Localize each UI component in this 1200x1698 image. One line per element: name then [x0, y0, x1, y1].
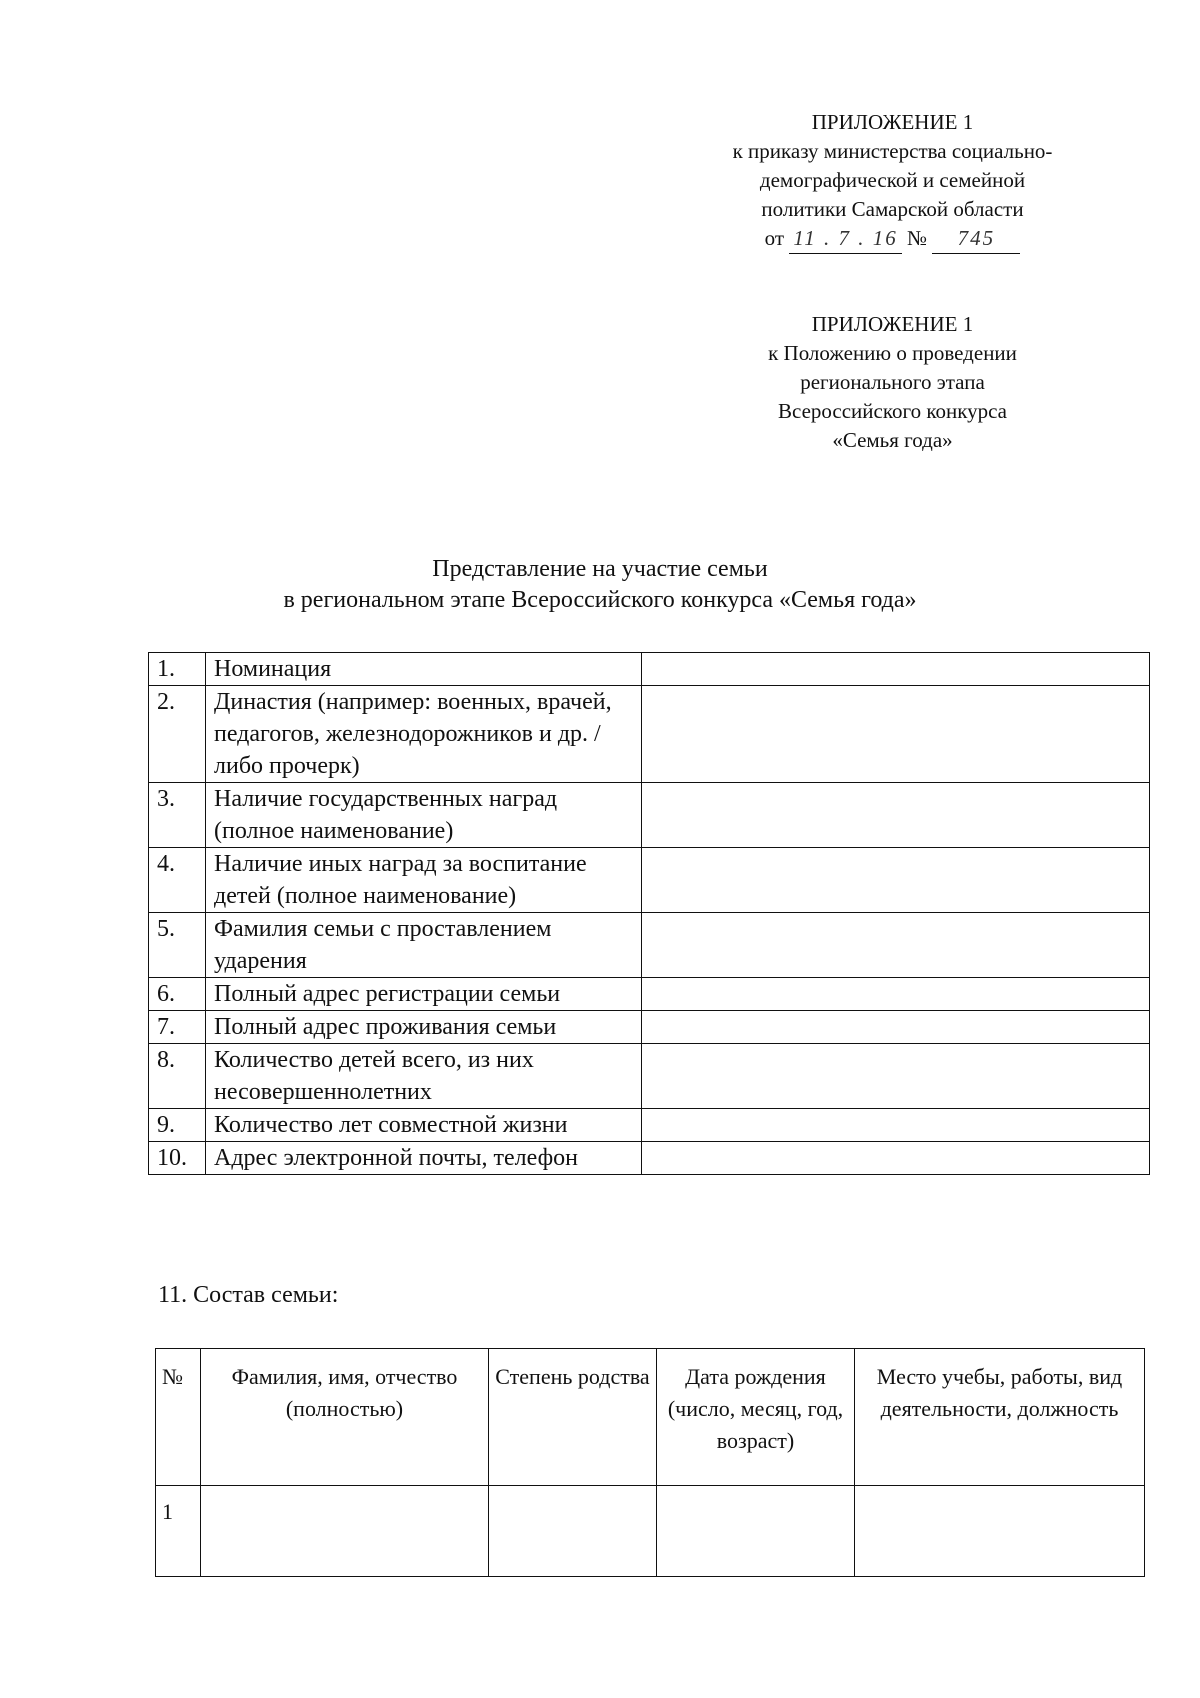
- row-value-field[interactable]: [642, 1011, 1150, 1044]
- row-label: Количество детей всего, из них несовершеннолетних: [206, 1044, 642, 1109]
- appendix-line: политики Самарской области: [761, 197, 1024, 221]
- appendix-header-regulation: [690, 310, 1095, 455]
- family-composition-table: [155, 1348, 1145, 1577]
- col-header-occupation: Место учебы, работы, вид деятельности, должность: [855, 1349, 1145, 1486]
- col-header-full-name: Фамилия, имя, отчество (полностью): [201, 1349, 489, 1486]
- row-label: Наличие государственных наград (полное наименование): [206, 783, 642, 848]
- order-date-line: [690, 224, 1095, 254]
- row-number: 2.: [149, 686, 206, 783]
- family-relation-cell[interactable]: [489, 1486, 657, 1577]
- row-value-field[interactable]: [642, 1109, 1150, 1142]
- appendix-line: к приказу министерства социально-: [732, 139, 1053, 163]
- row-value-field[interactable]: [642, 978, 1150, 1011]
- date-prefix: от: [764, 226, 785, 250]
- col-header-birth-date: Дата рождения (число, месяц, год, возраст): [657, 1349, 855, 1486]
- family-full-name-cell[interactable]: [201, 1486, 489, 1577]
- table-row: [149, 848, 1150, 913]
- col-header-number: №: [156, 1349, 201, 1486]
- row-number: 3.: [149, 783, 206, 848]
- handwritten-date: 11 . 7 . 16: [789, 224, 901, 254]
- appendix-line: демографической и семейной: [759, 168, 1026, 192]
- section-11-label: 11. Состав семьи:: [158, 1282, 339, 1308]
- appendix-title: ПРИЛОЖЕНИЕ 1: [811, 312, 974, 336]
- family-table-row: [156, 1486, 1145, 1577]
- table-row: [149, 1109, 1150, 1142]
- row-value-field[interactable]: [642, 913, 1150, 978]
- row-number: 1.: [149, 653, 206, 686]
- row-value-field[interactable]: [642, 1044, 1150, 1109]
- family-row-number: 1: [156, 1486, 201, 1577]
- row-number: 4.: [149, 848, 206, 913]
- row-label: Полный адрес регистрации семьи: [206, 978, 642, 1011]
- row-label: Адрес электронной почты, телефон: [206, 1142, 642, 1175]
- family-table-header-row: [156, 1349, 1145, 1486]
- title-line: Представление на участие семьи: [432, 556, 768, 582]
- appendix-title: ПРИЛОЖЕНИЕ 1: [811, 110, 974, 134]
- title-line: в региональном этапе Всероссийского конкурса «Семья года»: [283, 587, 917, 613]
- row-value-field[interactable]: [642, 686, 1150, 783]
- row-value-field[interactable]: [642, 1142, 1150, 1175]
- handwritten-number: 745: [932, 224, 1020, 254]
- table-row: [149, 1011, 1150, 1044]
- table-row: [149, 978, 1150, 1011]
- table-row: [149, 686, 1150, 783]
- row-value-field[interactable]: [642, 653, 1150, 686]
- row-number: 8.: [149, 1044, 206, 1109]
- table-row: [149, 783, 1150, 848]
- row-number: 6.: [149, 978, 206, 1011]
- table-row: [149, 653, 1150, 686]
- row-value-field[interactable]: [642, 848, 1150, 913]
- row-label: Полный адрес проживания семьи: [206, 1011, 642, 1044]
- row-number: 7.: [149, 1011, 206, 1044]
- row-label: Династия (например: военных, врачей, педагогов, железнодорожников и др. / либо прочерк): [206, 686, 642, 783]
- row-label: Наличие иных наград за воспитание детей (полное наименование): [206, 848, 642, 913]
- row-label: Номинация: [206, 653, 642, 686]
- family-birth-date-cell[interactable]: [657, 1486, 855, 1577]
- document-title: [0, 554, 1200, 616]
- appendix-line: «Семья года»: [832, 428, 953, 452]
- col-header-relation: Степень родства: [489, 1349, 657, 1486]
- row-number: 9.: [149, 1109, 206, 1142]
- number-prefix: №: [907, 226, 928, 250]
- row-number: 10.: [149, 1142, 206, 1175]
- row-number: 5.: [149, 913, 206, 978]
- row-value-field[interactable]: [642, 783, 1150, 848]
- nomination-table: [148, 652, 1150, 1175]
- table-row: [149, 913, 1150, 978]
- appendix-line: к Положению о проведении: [768, 341, 1017, 365]
- row-label: Фамилия семьи с проставлением ударения: [206, 913, 642, 978]
- table-row: [149, 1044, 1150, 1109]
- appendix-line: Всероссийского конкурса: [777, 399, 1008, 423]
- family-occupation-cell[interactable]: [855, 1486, 1145, 1577]
- appendix-header-order: [690, 108, 1095, 254]
- table-row: [149, 1142, 1150, 1175]
- appendix-line: регионального этапа: [800, 370, 985, 394]
- row-label: Количество лет совместной жизни: [206, 1109, 642, 1142]
